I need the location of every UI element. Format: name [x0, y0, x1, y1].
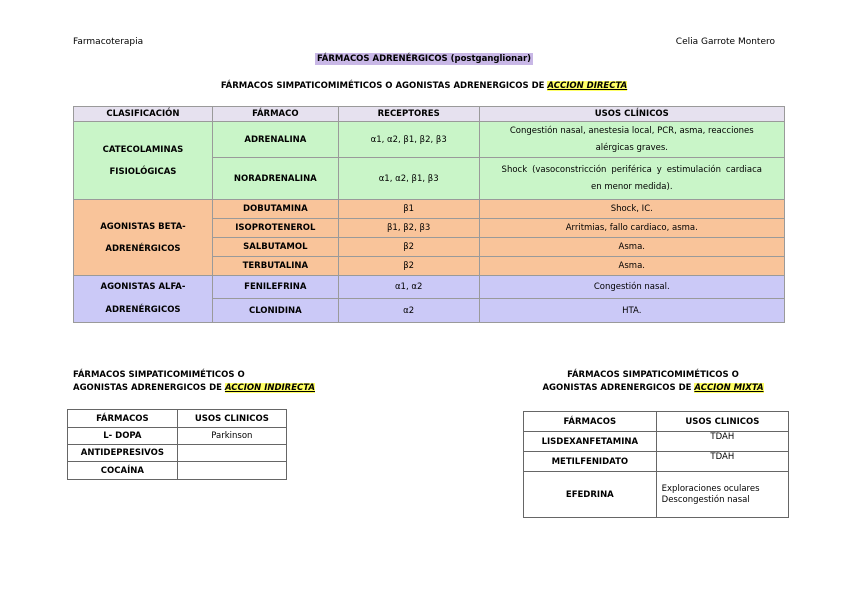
drug-cell: LISDEXANFETAMINA	[524, 432, 657, 452]
direct-subtitle: FÁRMACOS SIMPATICOMIMÉTICOS O AGONISTAS ADRENERGICOS DE ACCION DIRECTA	[220, 81, 628, 91]
column-header: USOS CLÍNICOS	[479, 107, 784, 122]
drug-cell: ANTIDEPRESIVOS	[68, 445, 178, 462]
uses-cell: Parkinson	[177, 428, 286, 445]
drug-cell: L- DOPA	[68, 428, 178, 445]
classification-cell: AGONISTAS BETA-ADRENÉRGICOS	[74, 200, 213, 276]
mixed-heading: FÁRMACOS SIMPATICOMIMÉTICOS O AGONISTAS ADRENERGICOS DE ACCION MIXTA	[542, 370, 764, 393]
classification-cell: CATECOLAMINAS FISIOLÓGICAS	[74, 122, 213, 200]
table-row	[524, 452, 789, 472]
receptors-cell: β2	[338, 257, 479, 276]
drug-cell: CLONIDINA	[212, 299, 338, 323]
uses-cell: Asma.	[479, 238, 784, 257]
drug-cell: TERBUTALINA	[212, 257, 338, 276]
receptors-cell: β1	[338, 200, 479, 219]
uses-cell: HTA.	[479, 299, 784, 323]
drug-cell: ISOPROTENEROL	[212, 219, 338, 238]
drug-cell: SALBUTAMOL	[212, 238, 338, 257]
table-row	[74, 200, 785, 219]
table-row	[524, 472, 789, 518]
direct-acting-table	[73, 106, 785, 323]
column-header: RECEPTORES	[338, 107, 479, 122]
uses-cell: TDAH	[656, 432, 788, 452]
drug-cell: FENILEFRINA	[212, 276, 338, 299]
uses-cell	[177, 445, 286, 462]
table-row	[68, 428, 287, 445]
column-header: FÁRMACOS	[68, 410, 178, 428]
page-title: FÁRMACOS ADRENÉRGICOS (postganglionar)	[316, 54, 532, 64]
uses-cell: Arritmias, fallo cardiaco, asma.	[479, 219, 784, 238]
table-row	[68, 462, 287, 480]
receptors-cell: α1, α2, β1, β2, β3	[338, 122, 479, 158]
column-header: CLASIFICACIÓN	[74, 107, 213, 122]
table-row	[74, 276, 785, 299]
classification-cell: AGONISTAS ALFA-ADRENÉRGICOS	[74, 276, 213, 323]
receptors-cell: α1, α2	[338, 276, 479, 299]
uses-cell: Congestión nasal.	[479, 276, 784, 299]
column-header: FÁRMACO	[212, 107, 338, 122]
receptors-cell: β2	[338, 238, 479, 257]
header-right: Celia Garrote Montero	[675, 37, 775, 47]
drug-cell: ADRENALINA	[212, 122, 338, 158]
table-row	[74, 122, 785, 158]
header-left: Farmacoterapia	[73, 37, 144, 47]
indirect-table	[67, 409, 287, 480]
column-header: USOS CLINICOS	[177, 410, 286, 428]
uses-cell: Exploraciones oculares Descongestión nasal	[656, 472, 788, 518]
uses-cell: Shock (vasoconstricción periférica y estimulación cardiaca en menor medida).	[479, 158, 784, 200]
mixed-table	[523, 411, 789, 518]
drug-cell: EFEDRINA	[524, 472, 657, 518]
uses-cell: Asma.	[479, 257, 784, 276]
receptors-cell: α2	[338, 299, 479, 323]
uses-cell	[177, 462, 286, 480]
receptors-cell: α1, α2, β1, β3	[338, 158, 479, 200]
uses-cell: TDAH	[656, 452, 788, 472]
drug-cell: DOBUTAMINA	[212, 200, 338, 219]
column-header: USOS CLINICOS	[656, 412, 788, 432]
column-header: FÁRMACOS	[524, 412, 657, 432]
table-row	[524, 432, 789, 452]
receptors-cell: β1, β2, β3	[338, 219, 479, 238]
drug-cell: NORADRENALINA	[212, 158, 338, 200]
table-row	[68, 445, 287, 462]
drug-cell: COCAÍNA	[68, 462, 178, 480]
drug-cell: METILFENIDATO	[524, 452, 657, 472]
uses-cell: Congestión nasal, anestesia local, PCR, asma, reacciones alérgicas graves.	[479, 122, 784, 158]
uses-cell: Shock, IC.	[479, 200, 784, 219]
indirect-heading: FÁRMACOS SIMPATICOMIMÉTICOS O AGONISTAS ADRENERGICOS DE ACCION INDIRECTA	[73, 370, 315, 393]
